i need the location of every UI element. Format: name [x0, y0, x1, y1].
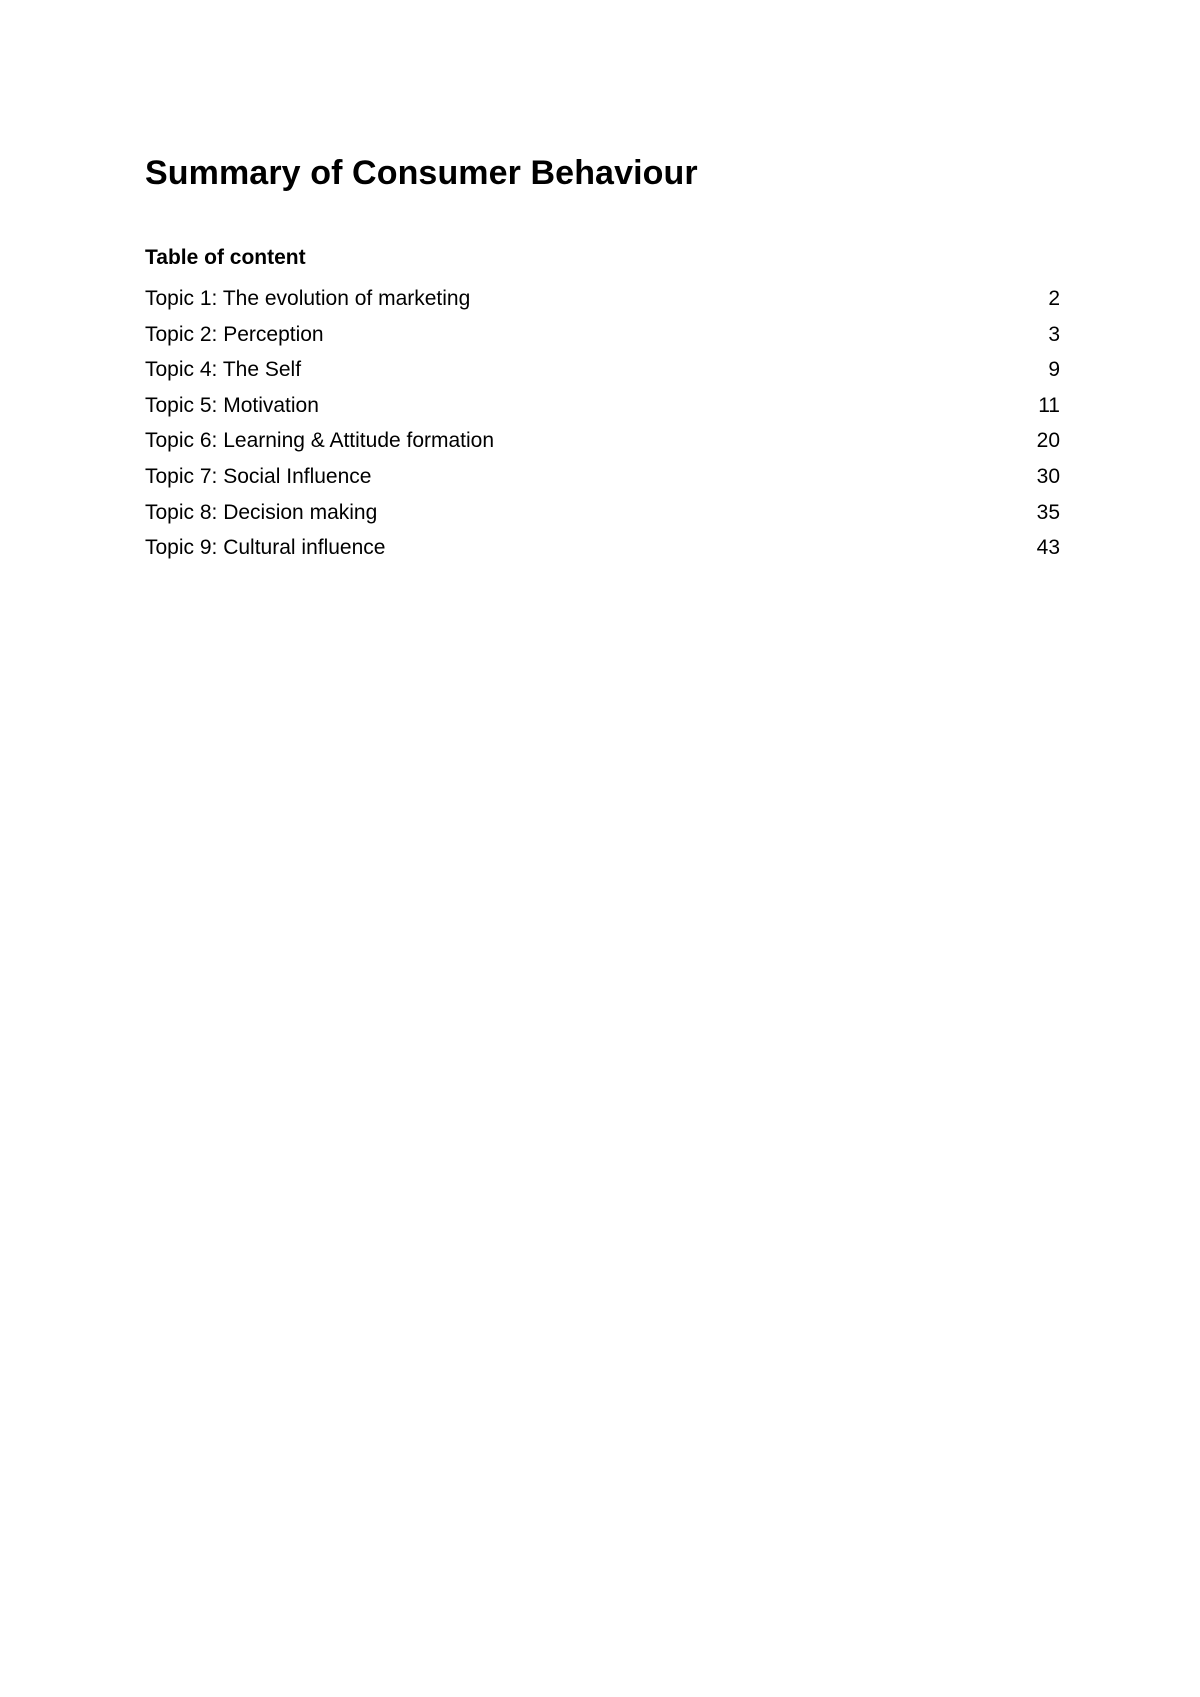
- toc-entry-label: Topic 5: Motivation: [145, 393, 319, 417]
- toc-entry-topic-5[interactable]: [145, 391, 1060, 427]
- table-of-contents: [145, 284, 1060, 569]
- toc-entry-label: Topic 4: The Self: [145, 358, 302, 382]
- toc-entry-topic-9[interactable]: [145, 533, 1060, 569]
- toc-entry-page-number: 30: [1036, 464, 1060, 488]
- document-title: Summary of Consumer Behaviour: [145, 154, 698, 192]
- toc-entry-page-number: 11: [1038, 393, 1060, 417]
- toc-entry-label: Topic 9: Cultural influence: [145, 536, 386, 560]
- toc-entry-topic-1[interactable]: [145, 284, 1060, 320]
- toc-entry-label: Topic 1: The evolution of marketing: [145, 287, 471, 310]
- toc-entry-page-number: 3: [1048, 322, 1060, 346]
- toc-heading: Table of content: [145, 246, 306, 269]
- toc-entry-page-number: 43: [1036, 536, 1060, 560]
- toc-entry-page-number: 9: [1048, 358, 1060, 382]
- toc-entry-page-number: 2: [1048, 287, 1060, 310]
- toc-entry-label: Topic 6: Learning & Attitude formation: [145, 429, 495, 453]
- toc-entry-page-number: 20: [1036, 429, 1060, 453]
- toc-entry-topic-6[interactable]: [145, 426, 1060, 462]
- toc-entry-topic-2[interactable]: [145, 320, 1060, 356]
- toc-entry-page-number: 35: [1036, 500, 1060, 524]
- toc-entry-label: Topic 8: Decision making: [145, 500, 378, 524]
- toc-entry-label: Topic 7: Social Influence: [145, 464, 372, 488]
- toc-entry-label: Topic 2: Perception: [145, 322, 324, 346]
- toc-entry-topic-4[interactable]: [145, 355, 1060, 391]
- toc-entry-topic-8[interactable]: [145, 498, 1060, 534]
- toc-entry-topic-7[interactable]: [145, 462, 1060, 498]
